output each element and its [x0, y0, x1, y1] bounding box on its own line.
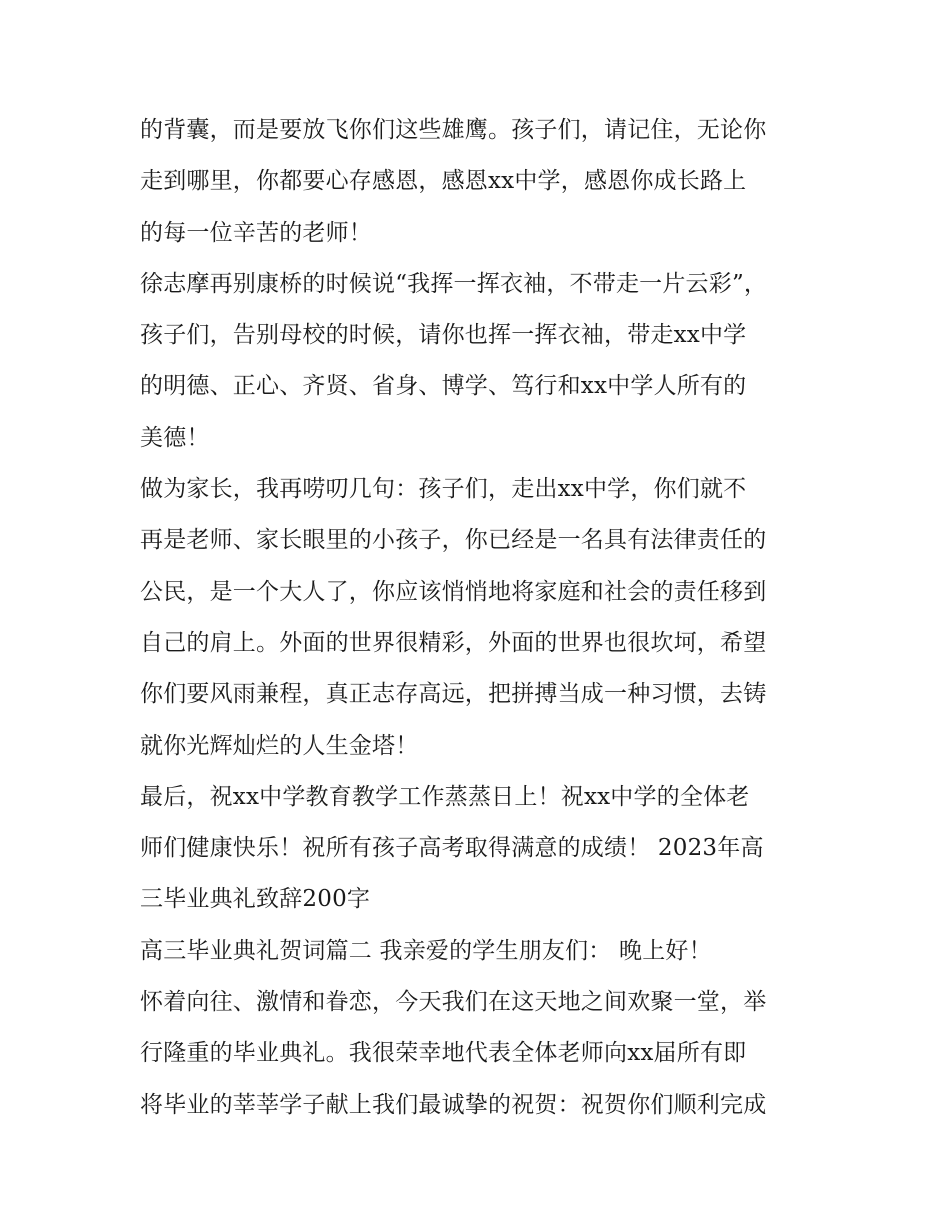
- text-line: 徐志摩再别康桥的时候说“我挥一挥衣袖，不带走一片云彩”，: [140, 270, 768, 297]
- text-line: 美德！: [140, 424, 210, 451]
- text-line: 的明德、正心、齐贤、省身、博学、笃行和xx中学人所有的: [140, 373, 747, 400]
- text-line: 自己的肩上。外面的世界很精彩，外面的世界也很坎坷，希望: [140, 629, 767, 656]
- text-line: 的每一位辛苦的老师！: [140, 219, 372, 246]
- document-body: [140, 105, 820, 1131]
- text-line: 师们健康快乐！祝所有孩子高考取得满意的成绩！ 2023年高: [140, 835, 764, 862]
- text-line: 高三毕业典礼贺词篇二 我亲爱的学生朋友们： 晚上好！: [140, 937, 712, 964]
- text-line: 孩子们，告别母校的时候，请你也挥一挥衣袖，带走xx中学: [140, 322, 747, 349]
- text-line: 最后，祝xx中学教育教学工作蒸蒸日上！祝xx中学的全体老: [140, 783, 750, 810]
- text-line: 再是老师、家长眼里的小孩子，你已经是一名具有法律责任的: [140, 527, 767, 554]
- text-line: 你们要风雨兼程，真正志存高远，把拼搏当成一种习惯，去铸: [140, 681, 767, 708]
- text-line: 将毕业的莘莘学子献上我们最诚挚的祝贺：祝贺你们顺利完成: [140, 1091, 767, 1118]
- text-line: 公民，是一个大人了，你应该悄悄地将家庭和社会的责任移到: [140, 578, 767, 605]
- text-line: 怀着向往、激情和眷恋，今天我们在这天地之间欢聚一堂，举: [140, 989, 767, 1016]
- text-line: 行隆重的毕业典礼。我很荣幸地代表全体老师向xx届所有即: [140, 1040, 747, 1067]
- text-line: 走到哪里，你都要心存感恩，感恩xx中学，感恩你成长路上: [140, 168, 747, 195]
- text-line: 三毕业典礼致辞200字: [140, 886, 371, 913]
- text-line: 的背囊，而是要放飞你们这些雄鹰。孩子们，请记住，无论你: [140, 117, 767, 143]
- text-line: 做为家长，我再唠叨几句：孩子们，走出xx中学，你们就不: [140, 476, 747, 503]
- text-line: 就你光辉灿烂的人生金塔！: [140, 732, 419, 759]
